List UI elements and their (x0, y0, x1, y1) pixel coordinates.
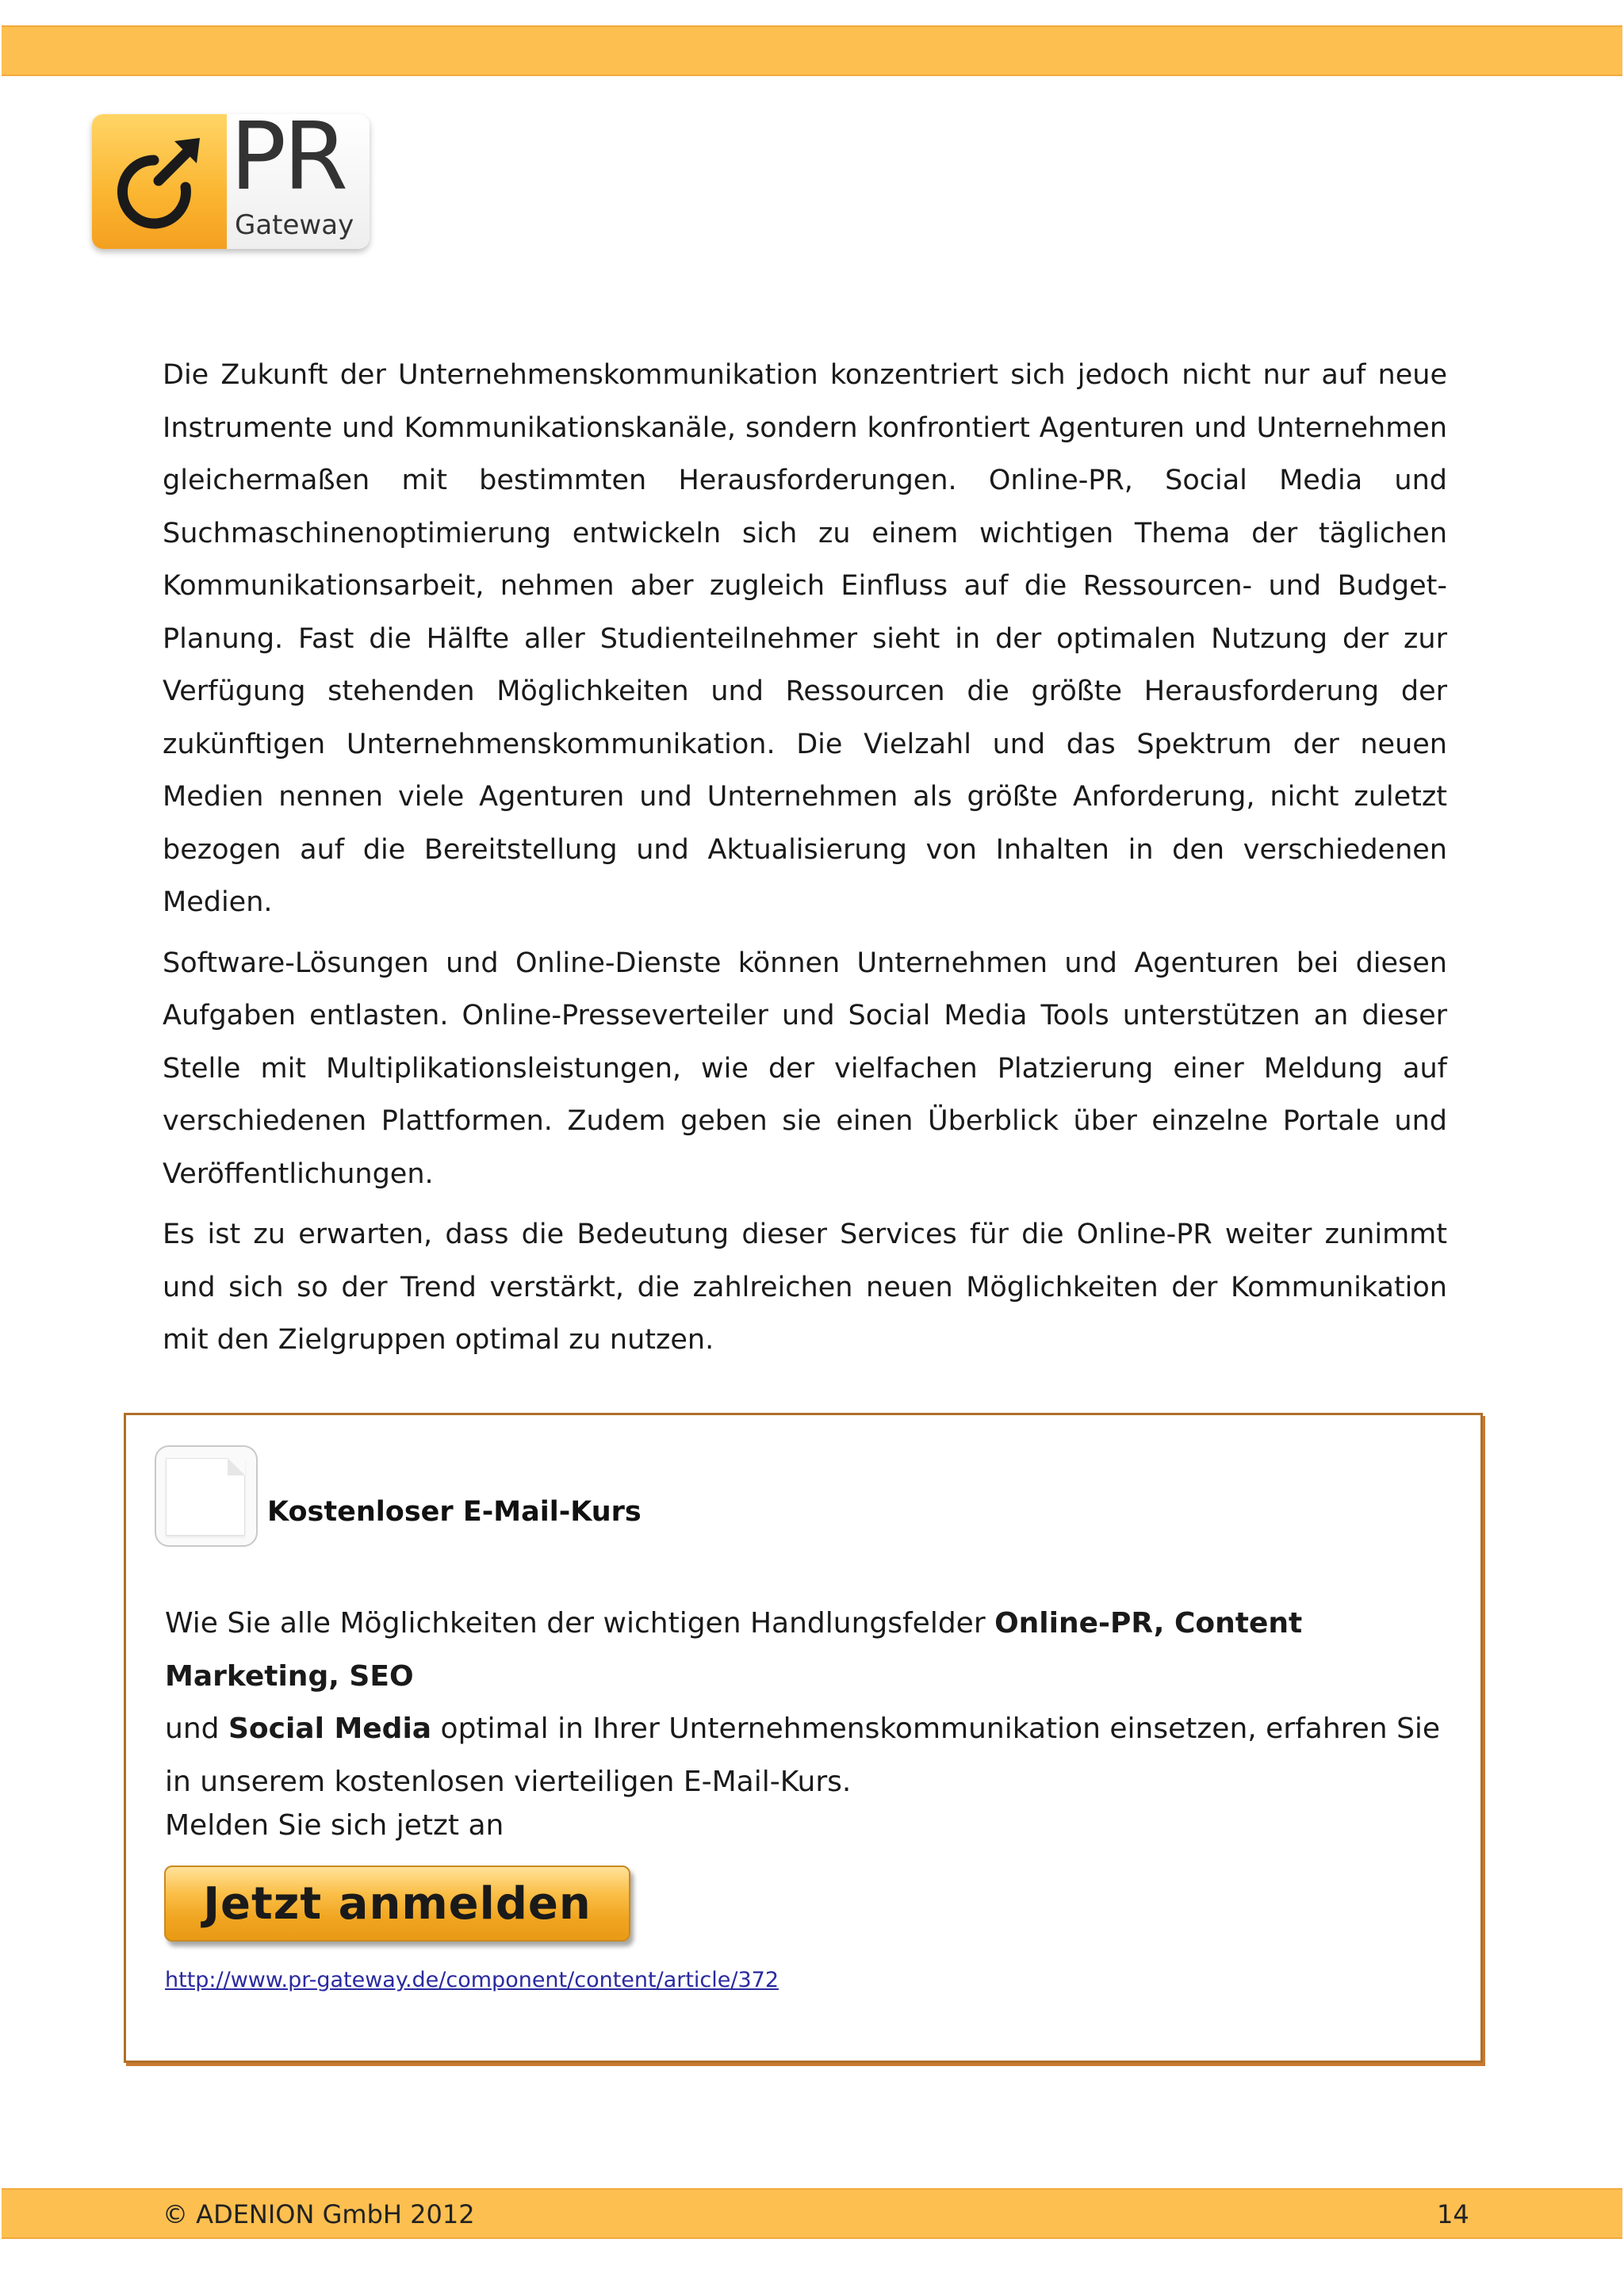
signup-prompt: Melden Sie sich jetzt an (165, 1809, 504, 1842)
promo-desc-highlight: Online-PR, Content Marketing, SEO (165, 1607, 1303, 1693)
paragraph: Software-Lösungen und Online-Dienste können Unternehmen und Agenturen bei diesen Aufgaben entlasten. Online-Presseverteiler und Social Media Tools unterstützen an dieser Stelle mit Multiplikationsleistungen, wie der vielfachen Platzierung einer Meldung auf verschiedenen Plattformen. Zudem geben sie einen Überblick über einzelne Portale und Veröffentlichungen. (163, 947, 1447, 1190)
refresh-arrow-icon (92, 114, 227, 249)
page-number: 14 (1437, 2199, 1469, 2229)
promo-desc-text: Wie Sie alle Möglichkeiten der wichtigen Handlungsfelder (165, 1607, 995, 1640)
footer-bar (2, 2188, 1622, 2239)
paragraph: Es ist zu erwarten, dass die Bedeutung dieser Services für die Online-PR weiter zunimmt und sich so der Trend verstärkt, die zahlreichen neuen Möglichkeiten der Kommunikation mit den Zielgruppen optimal zu nutzen. (163, 1219, 1447, 1356)
promo-title: Kostenloser E-Mail-Kurs (267, 1496, 642, 1528)
header-bar (2, 25, 1622, 76)
pr-gateway-logo (92, 114, 370, 249)
paragraph: Die Zukunft der Unternehmenskommunikation konzentriert sich jedoch nicht nur auf neue Instrumente und Kommunikationskanäle, sondern konfrontiert Agenturen und Unternehmen gleichermaßen mit bestimmten Herausforderungen. Online-PR, Social Media und Suchmaschinenoptimierung entwickeln sich zu einem wichtigen Thema der täglichen Kommunikationsarbeit, nehmen aber zugleich Einfluss auf die Ressourcen- und Budget-Planung. Fast die Hälfte aller Studienteilnehmer sieht in der optimalen Nutzung der zur Verfügung stehenden Möglichkeiten und Ressourcen die größte Herausforderung der zukünftigen Unternehmenskommunikation. Die Vielzahl und das Spektrum der neuen Medien nennen viele Agenturen und Unternehmen als größte Anforderung, nicht zuletzt bezogen auf die Bereitstellung und Aktualisierung von Inhalten in den verschiedenen Medien. (163, 359, 1447, 918)
document-icon (155, 1445, 258, 1547)
promo-description (165, 1598, 1465, 1808)
footer-copyright: © ADENION GmbH 2012 (163, 2199, 475, 2229)
email-course-promo-box (124, 1413, 1483, 2063)
promo-desc-text: und (165, 1712, 228, 1745)
logo-sub-text: Gateway (235, 209, 354, 241)
course-link[interactable]: http://www.pr-gateway.de/component/content/article/372 (165, 1968, 779, 1992)
signup-button[interactable]: Jetzt anmelden (164, 1866, 630, 1942)
logo-main-text: PR (230, 114, 346, 211)
article-body (163, 349, 1447, 1375)
promo-desc-highlight: Social Media (228, 1712, 432, 1745)
promo-desc-text: optimal in Ihrer Unternehmenskommunikation einsetzen, erfahren Sie in unserem kostenlosen vierteiligen E-Mail-Kurs. (165, 1712, 1441, 1798)
